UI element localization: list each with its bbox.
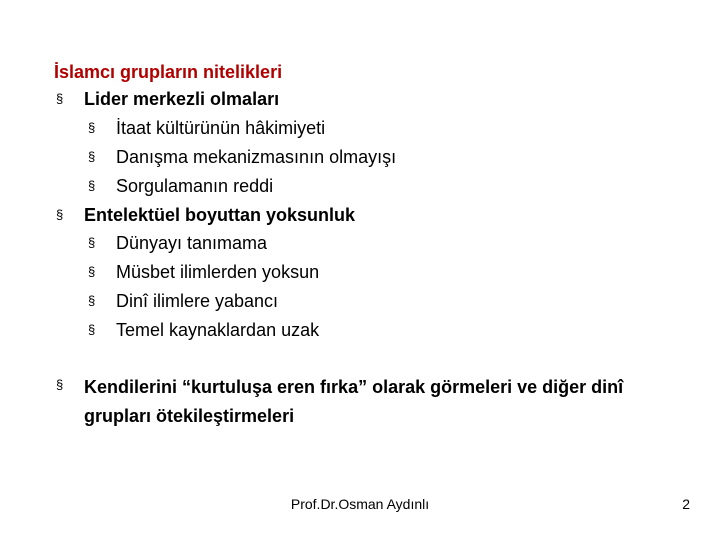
sub-bullet-label: Temel kaynaklardan uzak — [116, 320, 320, 340]
sub-bullet-label: İtaat kültürünün hâkimiyeti — [116, 118, 326, 138]
sub-bullet-label: Dünyayı tanımama — [116, 233, 268, 253]
slide-heading: İslamcı grupların nitelikleri — [54, 62, 283, 82]
bullet-square-icon: § — [56, 377, 64, 392]
bullet-square-icon: § — [88, 293, 96, 308]
sub-bullet-label: Danışma mekanizmasının olmayışı — [116, 147, 397, 167]
closing-point-label: Kendilerini “kurtuluşa eren fırka” olarak görmeleri ve diğer dinî grupları ötekileştirmeleri — [84, 377, 624, 426]
bullet-label: Lider merkezli olmaları — [84, 89, 280, 109]
bullet-square-icon: § — [56, 91, 64, 106]
bullet-square-icon: § — [88, 120, 96, 135]
bullet-square-icon: § — [88, 264, 96, 279]
bullet-item-closing — [56, 373, 676, 431]
bullet-square-icon: § — [88, 322, 96, 337]
bullet-label: Entelektüel boyuttan yoksunluk — [84, 205, 356, 225]
sub-bullet-label: Dinî ilimlere yabancı — [116, 291, 279, 311]
sub-bullet-label: Sorgulamanın reddi — [116, 176, 274, 196]
bullet-square-icon: § — [88, 149, 96, 164]
bullet-square-icon: § — [88, 178, 96, 193]
footer-author: Prof.Dr.Osman Aydınlı — [290, 496, 430, 512]
sub-bullet-label: Müsbet ilimlerden yoksun — [116, 262, 320, 282]
bullet-square-icon: § — [88, 235, 96, 250]
page-number: 2 — [682, 496, 690, 512]
bullet-square-icon: § — [56, 207, 64, 222]
